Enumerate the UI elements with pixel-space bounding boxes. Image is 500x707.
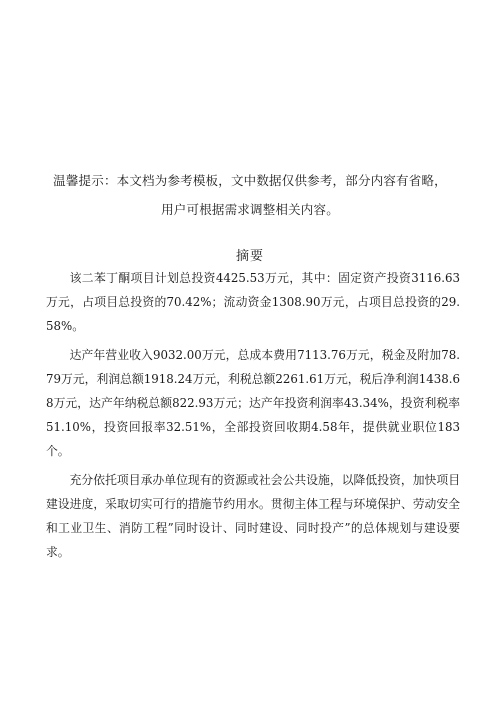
template-notice (40, 166, 460, 224)
notice-line-1: 温馨提示：本文档为参考模板，文中数据仅供参考，部分内容有省略， (53, 173, 447, 188)
notice-line-2: 用户可根据需求调整相关内容。 (161, 202, 339, 217)
abstract-title: 摘要 (235, 249, 264, 264)
abstract-body (46, 266, 460, 568)
paragraph-investment: 该二苯丁酮项目计划总投资4425.53万元，其中：固定资产投资3116.63万元，占项目总投资的70.42%；流动资金1308.90万元，占项目总投资的29.58%。 (46, 271, 460, 334)
paragraph-financials: 达产年营业收入9032.00万元，总成本费用7113.76万元，税金及附加78.79万元，利润总额1918.24万元，利税总额2261.61万元，税后净利润1438.68万元，达产年纳税总额822.93万元；达产年投资利润率43.34%，投资利税率51.10%，投资回报率32.51%，全部投资回收期4.58年，提供就业职位183个。 (46, 347, 460, 459)
paragraph-construction: 充分依托项目承办单位现有的资源或社会公共设施，以降低投资，加快项目建设进度，采取切实可行的措施节约用水。贯彻主体工程与环境保护、劳动安全和工业卫生、消防工程”同时设计、同时建设、同时投产”的总体规划与建设要求。 (46, 472, 460, 560)
